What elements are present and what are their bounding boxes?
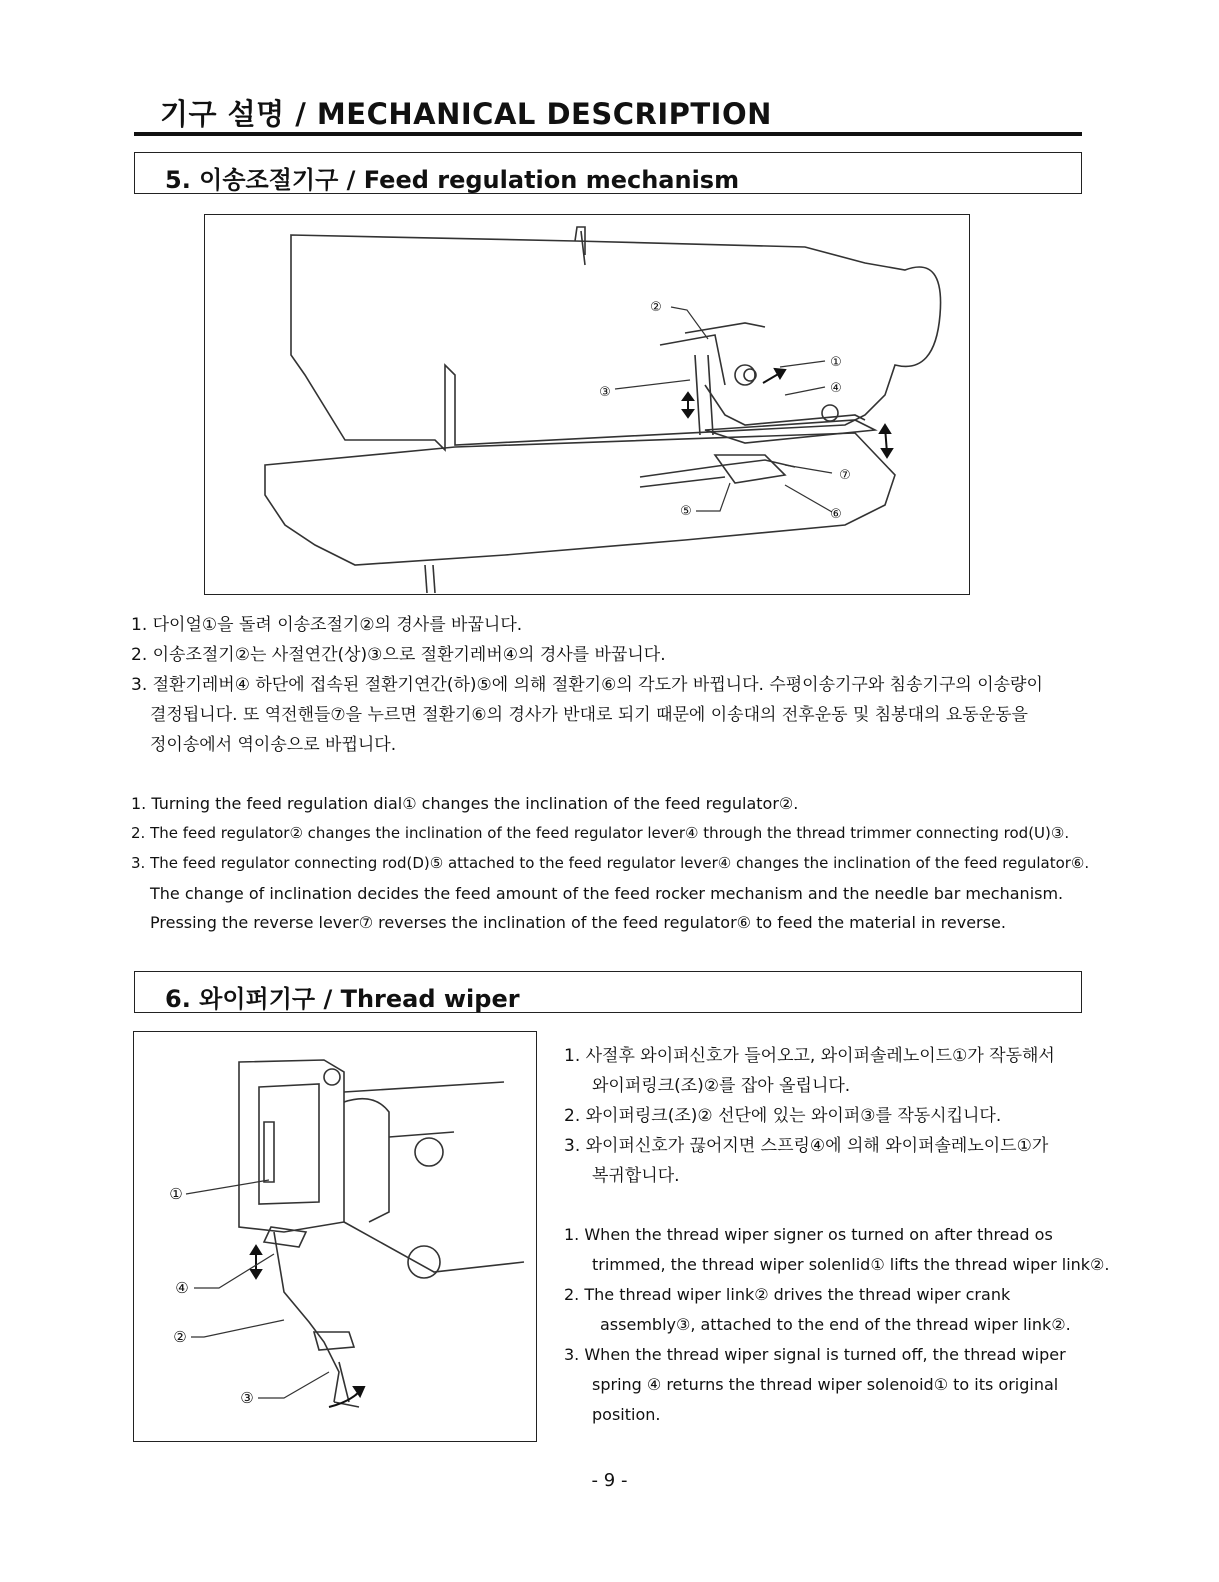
section-5-heading-box (134, 152, 1082, 194)
s5-ko-line-5: 정이송에서 역이송으로 바뀝니다. (150, 735, 397, 755)
page-number: - 9 - (591, 1470, 628, 1491)
label-6: ⑥ (830, 507, 842, 522)
s5-ko-line-1: 1. 다이얼①을 돌려 이송조절기②의 경사를 바꿉니다. (131, 615, 523, 635)
s6-en-line-4: assembly③, attached to the end of the thread wiper link②. (600, 1315, 1071, 1334)
s5-ko-line-2: 2. 이송조절기②는 사절연간(상)③으로 절환기레버④의 경사를 바꿉니다. (131, 645, 666, 665)
feed-regulation-figure (204, 214, 970, 595)
s6-ko-line-3: 2. 와이퍼링크(조)② 선단에 있는 와이퍼③를 작동시킵니다. (564, 1106, 1002, 1126)
s6-en-line-2: trimmed, the thread wiper solenlid① lifts the thread wiper link②. (592, 1255, 1110, 1274)
wiper-label-2: ② (173, 1328, 187, 1346)
section-6-heading-box (134, 971, 1082, 1013)
s6-en-line-6: spring ④ returns the thread wiper solenoid① to its original (592, 1375, 1059, 1394)
s5-ko-line-4: 결정됩니다. 또 역전핸들⑦을 누르면 절환기⑥의 경사가 반대로 되기 때문에 이송대의 전후운동 및 침봉대의 요동운동을 (150, 705, 1028, 725)
page-title: 기구 설명 / MECHANICAL DESCRIPTION (160, 97, 772, 131)
s5-ko-line-3: 3. 절환기레버④ 하단에 접속된 절환기연간(하)⑤에 의해 절환기⑥의 각도가 바뀝니다. 수평이송기구와 침송기구의 이송량이 (131, 675, 1043, 695)
label-7: ⑦ (839, 468, 851, 483)
s6-en-line-5: 3. When the thread wiper signal is turned off, the thread wiper (564, 1345, 1066, 1364)
s5-en-line-5: Pressing the reverse lever⑦ reverses the inclination of the feed regulator⑥ to feed the material in reverse. (150, 913, 1006, 932)
label-1: ① (830, 355, 842, 370)
label-5: ⑤ (680, 504, 692, 519)
s6-ko-line-4: 3. 와이퍼신호가 끊어지면 스프링④에 의해 와이퍼솔레노이드①가 (564, 1136, 1049, 1156)
s5-en-line-2: 2. The feed regulator② changes the inclination of the feed regulator lever④ through the thread trimmer connecting rod(U)③. (131, 824, 1070, 842)
label-2: ② (650, 300, 662, 315)
s6-ko-line-1: 1. 사절후 와이퍼신호가 들어오고, 와이퍼솔레노이드①가 작동해서 (564, 1046, 1055, 1066)
thread-wiper-diagram (134, 1032, 538, 1443)
s6-en-line-3: 2. The thread wiper link② drives the thread wiper crank (564, 1285, 1011, 1304)
s6-ko-line-5: 복귀합니다. (592, 1166, 680, 1186)
sewing-machine-diagram (205, 215, 971, 596)
label-3: ③ (599, 385, 611, 400)
s5-en-line-4: The change of inclination decides the feed amount of the feed rocker mechanism and the needle bar mechanism. (150, 884, 1064, 903)
wiper-label-1: ① (169, 1185, 183, 1203)
s6-ko-line-2: 와이퍼링크(조)②를 잡아 올립니다. (592, 1076, 851, 1096)
section-6-heading: 6. 와이퍼기구 / Thread wiper (165, 985, 520, 1013)
thread-wiper-figure (133, 1031, 537, 1442)
s5-en-line-3: 3. The feed regulator connecting rod(D)⑤ attached to the feed regulator lever④ changes the inclination of the feed regulator⑥. (131, 854, 1090, 872)
wiper-label-4: ④ (175, 1279, 189, 1297)
wiper-label-3: ③ (240, 1389, 254, 1407)
s6-en-line-7: position. (592, 1405, 661, 1424)
section-5-heading: 5. 이송조절기구 / Feed regulation mechanism (165, 166, 740, 194)
s5-en-line-1: 1. Turning the feed regulation dial① changes the inclination of the feed regulator②. (131, 794, 799, 813)
label-4: ④ (830, 381, 842, 396)
title-rule (134, 132, 1082, 136)
s6-en-line-1: 1. When the thread wiper signer os turned on after thread os (564, 1225, 1053, 1244)
